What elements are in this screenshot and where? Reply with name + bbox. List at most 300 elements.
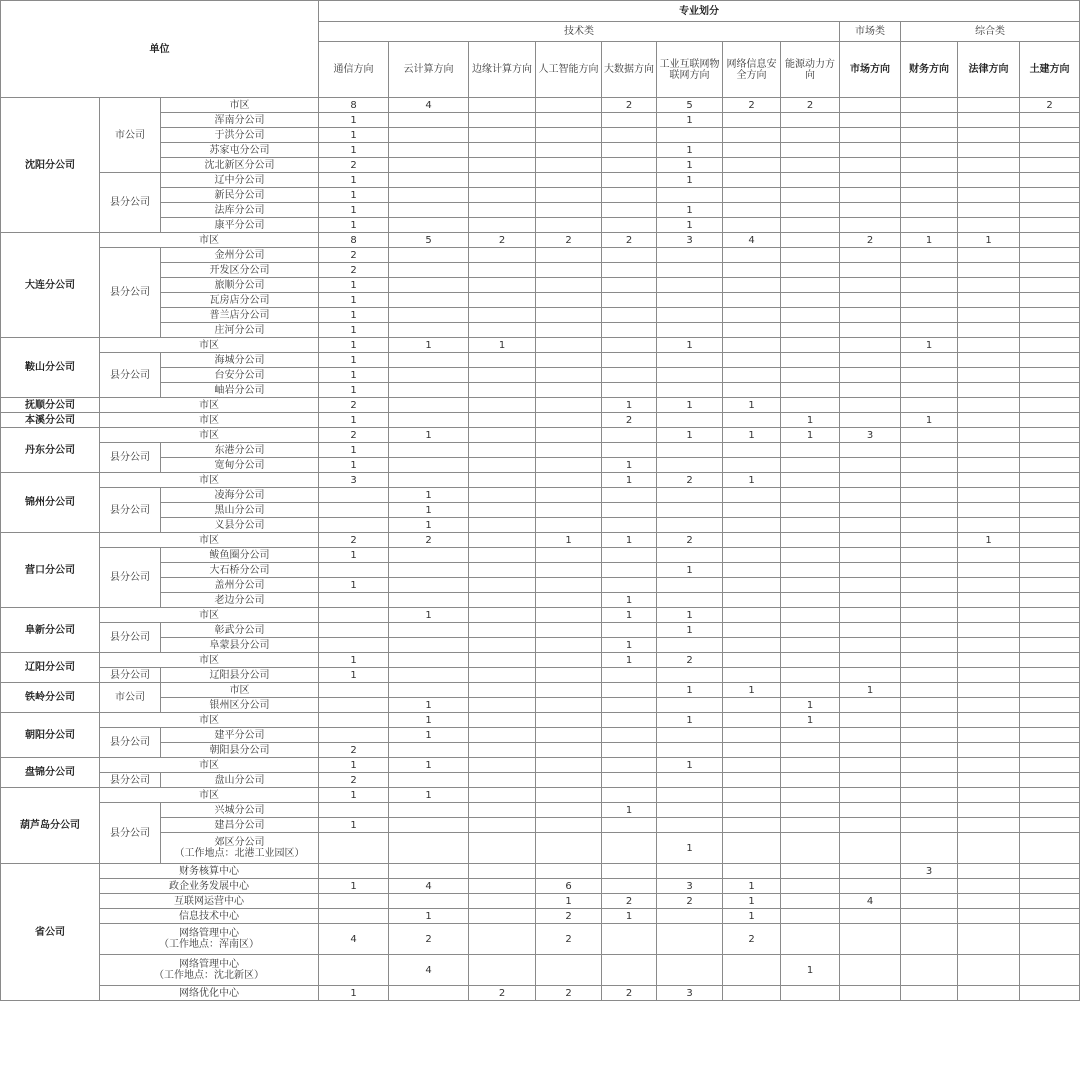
value-cell — [1020, 713, 1080, 728]
value-cell — [469, 894, 536, 909]
value-cell — [469, 788, 536, 803]
value-cell — [723, 218, 781, 233]
value-cell: 1 — [723, 398, 781, 413]
value-cell — [602, 503, 657, 518]
unit-name-cell: 市区 — [100, 758, 319, 773]
org-name-cell: 丹东分公司 — [1, 428, 100, 473]
value-cell — [469, 818, 536, 833]
table-row — [1, 203, 1080, 218]
value-cell — [958, 473, 1020, 488]
value-cell — [1020, 248, 1080, 263]
value-cell — [657, 909, 723, 924]
value-cell: 2 — [389, 533, 469, 548]
value-cell — [602, 743, 657, 758]
value-cell — [901, 473, 958, 488]
column-header: 工业互联网物联网方向 — [657, 42, 723, 98]
value-cell — [389, 638, 469, 653]
value-cell — [389, 864, 469, 879]
table-row — [1, 833, 1080, 864]
unit-name-cell: 大石桥分公司 — [161, 563, 319, 578]
value-cell — [1020, 443, 1080, 458]
value-cell — [602, 668, 657, 683]
table-row — [1, 353, 1080, 368]
value-cell — [1020, 158, 1080, 173]
value-cell: 1 — [723, 879, 781, 894]
value-cell: 1 — [389, 758, 469, 773]
column-header: 人工智能方向 — [536, 42, 602, 98]
value-cell — [1020, 188, 1080, 203]
value-cell: 1 — [319, 173, 389, 188]
value-cell — [536, 458, 602, 473]
value-cell — [840, 623, 901, 638]
value-cell — [781, 323, 840, 338]
value-cell: 2 — [319, 398, 389, 413]
value-cell: 1 — [389, 608, 469, 623]
value-cell — [840, 518, 901, 533]
value-cell: 1 — [723, 683, 781, 698]
value-cell — [723, 758, 781, 773]
org-name-cell: 阜新分公司 — [1, 608, 100, 653]
value-cell: 8 — [319, 233, 389, 248]
value-cell — [723, 293, 781, 308]
value-cell — [781, 353, 840, 368]
value-cell — [1020, 773, 1080, 788]
value-cell — [840, 803, 901, 818]
value-cell — [657, 458, 723, 473]
value-cell — [469, 263, 536, 278]
value-cell — [1020, 698, 1080, 713]
value-cell — [469, 503, 536, 518]
value-cell — [958, 248, 1020, 263]
value-cell — [901, 894, 958, 909]
value-cell: 1 — [389, 698, 469, 713]
value-cell — [723, 773, 781, 788]
value-cell — [657, 728, 723, 743]
value-cell — [723, 788, 781, 803]
value-cell — [958, 428, 1020, 443]
value-cell — [723, 668, 781, 683]
value-cell — [781, 986, 840, 1001]
value-cell — [901, 143, 958, 158]
value-cell — [602, 248, 657, 263]
value-cell: 1 — [657, 833, 723, 864]
value-cell — [958, 488, 1020, 503]
value-cell: 4 — [723, 233, 781, 248]
unit-name-cell: 市区 — [100, 653, 319, 668]
value-cell — [389, 248, 469, 263]
unit-name-cell: 台安分公司 — [161, 368, 319, 383]
value-cell: 1 — [602, 398, 657, 413]
value-cell — [781, 668, 840, 683]
value-cell — [389, 683, 469, 698]
value-cell — [901, 608, 958, 623]
unit-name-cell: 法库分公司 — [161, 203, 319, 218]
value-cell — [840, 743, 901, 758]
value-cell — [469, 173, 536, 188]
value-cell — [901, 743, 958, 758]
value-cell — [657, 263, 723, 278]
table-row — [1, 233, 1080, 248]
value-cell — [840, 458, 901, 473]
value-cell — [840, 833, 901, 864]
value-cell — [389, 743, 469, 758]
value-cell — [901, 955, 958, 986]
value-cell — [723, 713, 781, 728]
value-cell — [781, 293, 840, 308]
value-cell — [389, 773, 469, 788]
value-cell — [840, 353, 901, 368]
value-cell — [781, 488, 840, 503]
value-cell — [389, 293, 469, 308]
value-cell: 1 — [319, 128, 389, 143]
value-cell — [602, 113, 657, 128]
value-cell — [536, 833, 602, 864]
unit-name-cell: 市区 — [100, 428, 319, 443]
value-cell — [1020, 128, 1080, 143]
value-cell: 2 — [536, 233, 602, 248]
table-row — [1, 773, 1080, 788]
value-cell — [958, 683, 1020, 698]
table-row — [1, 293, 1080, 308]
value-cell — [723, 698, 781, 713]
table-row — [1, 638, 1080, 653]
value-cell — [469, 623, 536, 638]
unit-name-cell: 朝阳县分公司 — [161, 743, 319, 758]
value-cell — [958, 278, 1020, 293]
value-cell — [901, 368, 958, 383]
value-cell — [657, 668, 723, 683]
table-row — [1, 158, 1080, 173]
value-cell — [469, 608, 536, 623]
value-cell — [840, 188, 901, 203]
table-row — [1, 608, 1080, 623]
subgroup-cell: 县分公司 — [100, 548, 161, 608]
value-cell — [723, 113, 781, 128]
value-cell: 2 — [536, 986, 602, 1001]
value-cell — [389, 986, 469, 1001]
unit-name-cell: 新民分公司 — [161, 188, 319, 203]
value-cell: 1 — [657, 563, 723, 578]
value-cell — [781, 383, 840, 398]
value-cell — [840, 203, 901, 218]
value-cell — [536, 128, 602, 143]
table-row — [1, 955, 1080, 986]
value-cell — [958, 864, 1020, 879]
value-cell — [319, 503, 389, 518]
value-cell — [657, 638, 723, 653]
value-cell — [657, 488, 723, 503]
value-cell: 2 — [602, 894, 657, 909]
value-cell — [901, 653, 958, 668]
value-cell — [1020, 263, 1080, 278]
table-row — [1, 986, 1080, 1001]
value-cell — [657, 128, 723, 143]
value-cell — [723, 578, 781, 593]
value-cell: 1 — [319, 758, 389, 773]
value-cell — [901, 533, 958, 548]
value-cell — [840, 383, 901, 398]
value-cell: 1 — [958, 233, 1020, 248]
value-cell — [901, 909, 958, 924]
value-cell — [723, 488, 781, 503]
value-cell: 2 — [657, 894, 723, 909]
value-cell — [781, 924, 840, 955]
value-cell — [840, 909, 901, 924]
org-name-cell: 朝阳分公司 — [1, 713, 100, 758]
value-cell: 3 — [901, 864, 958, 879]
value-cell — [657, 293, 723, 308]
value-cell: 2 — [723, 924, 781, 955]
value-cell — [958, 638, 1020, 653]
value-cell — [958, 608, 1020, 623]
value-cell — [536, 443, 602, 458]
value-cell — [1020, 608, 1080, 623]
value-cell — [840, 713, 901, 728]
value-cell — [1020, 924, 1080, 955]
value-cell — [319, 698, 389, 713]
tech-group-header: 技术类 — [319, 22, 840, 42]
value-cell — [1020, 143, 1080, 158]
value-cell — [781, 563, 840, 578]
value-cell: 1 — [319, 143, 389, 158]
value-cell — [657, 593, 723, 608]
value-cell — [602, 428, 657, 443]
value-cell — [602, 218, 657, 233]
value-cell: 1 — [319, 278, 389, 293]
value-cell — [723, 503, 781, 518]
value-cell — [958, 894, 1020, 909]
value-cell — [901, 113, 958, 128]
value-cell — [840, 818, 901, 833]
value-cell: 1 — [319, 113, 389, 128]
value-cell — [536, 473, 602, 488]
value-cell: 1 — [723, 909, 781, 924]
value-cell — [723, 278, 781, 293]
org-name-cell: 大连分公司 — [1, 233, 100, 338]
value-cell — [840, 338, 901, 353]
value-cell: 1 — [602, 653, 657, 668]
value-cell — [840, 503, 901, 518]
value-cell — [1020, 368, 1080, 383]
value-cell — [958, 263, 1020, 278]
value-cell — [1020, 458, 1080, 473]
value-cell — [840, 955, 901, 986]
value-cell — [1020, 278, 1080, 293]
value-cell — [781, 773, 840, 788]
value-cell: 1 — [389, 788, 469, 803]
subgroup-cell: 县分公司 — [100, 173, 161, 233]
value-cell — [840, 638, 901, 653]
value-cell: 3 — [840, 428, 901, 443]
value-cell — [723, 608, 781, 623]
value-cell — [901, 728, 958, 743]
value-cell — [840, 986, 901, 1001]
value-cell — [602, 955, 657, 986]
value-cell: 1 — [319, 368, 389, 383]
value-cell — [1020, 638, 1080, 653]
value-cell — [469, 473, 536, 488]
unit-name-cell: 鲅鱼圈分公司 — [161, 548, 319, 563]
value-cell — [958, 503, 1020, 518]
value-cell — [602, 563, 657, 578]
value-cell — [1020, 909, 1080, 924]
value-cell — [536, 683, 602, 698]
value-cell — [319, 955, 389, 986]
value-cell — [536, 518, 602, 533]
value-cell: 2 — [781, 98, 840, 113]
value-cell — [1020, 383, 1080, 398]
value-cell — [657, 278, 723, 293]
value-cell — [469, 128, 536, 143]
value-cell: 1 — [840, 683, 901, 698]
value-cell — [602, 879, 657, 894]
value-cell: 2 — [319, 158, 389, 173]
value-cell — [958, 743, 1020, 758]
value-cell — [469, 518, 536, 533]
value-cell — [536, 323, 602, 338]
value-cell — [319, 488, 389, 503]
value-cell — [536, 698, 602, 713]
unit-name-cell: 于洪分公司 — [161, 128, 319, 143]
value-cell — [389, 398, 469, 413]
value-cell — [389, 653, 469, 668]
value-cell — [958, 728, 1020, 743]
table-row — [1, 443, 1080, 458]
value-cell: 2 — [1020, 98, 1080, 113]
column-header: 边缘计算方向 — [469, 42, 536, 98]
subgroup-cell: 县分公司 — [100, 488, 161, 533]
value-cell: 3 — [319, 473, 389, 488]
value-cell — [781, 518, 840, 533]
value-cell: 2 — [319, 743, 389, 758]
value-cell — [901, 758, 958, 773]
value-cell — [469, 758, 536, 773]
value-cell — [319, 683, 389, 698]
org-name-cell: 葫芦岛分公司 — [1, 788, 100, 864]
value-cell — [469, 653, 536, 668]
value-cell — [469, 924, 536, 955]
value-cell — [389, 548, 469, 563]
value-cell — [657, 773, 723, 788]
value-cell: 2 — [536, 909, 602, 924]
unit-name-cell: 政企业务发展中心 — [100, 879, 319, 894]
value-cell — [723, 413, 781, 428]
value-cell — [469, 713, 536, 728]
value-cell — [389, 623, 469, 638]
value-cell — [657, 548, 723, 563]
value-cell — [723, 623, 781, 638]
value-cell — [781, 503, 840, 518]
value-cell: 1 — [657, 713, 723, 728]
value-cell — [958, 833, 1020, 864]
value-cell — [781, 578, 840, 593]
value-cell — [781, 248, 840, 263]
value-cell — [469, 803, 536, 818]
value-cell — [781, 653, 840, 668]
table-row — [1, 864, 1080, 879]
value-cell — [901, 323, 958, 338]
value-cell — [657, 924, 723, 955]
value-cell — [602, 143, 657, 158]
value-cell — [958, 668, 1020, 683]
value-cell: 1 — [723, 473, 781, 488]
unit-name-cell: 浑南分公司 — [161, 113, 319, 128]
value-cell — [840, 608, 901, 623]
unit-name-cell: 郊区分公司 （工作地点：北港工业园区） — [161, 833, 319, 864]
value-cell — [958, 563, 1020, 578]
value-cell — [901, 773, 958, 788]
table-row — [1, 218, 1080, 233]
value-cell: 1 — [319, 308, 389, 323]
value-cell — [536, 713, 602, 728]
value-cell — [958, 653, 1020, 668]
value-cell — [469, 668, 536, 683]
value-cell — [958, 173, 1020, 188]
value-cell — [901, 158, 958, 173]
value-cell — [1020, 518, 1080, 533]
value-cell: 1 — [319, 323, 389, 338]
value-cell — [1020, 593, 1080, 608]
unit-name-cell: 沈北新区分公司 — [161, 158, 319, 173]
value-cell — [469, 413, 536, 428]
value-cell — [958, 218, 1020, 233]
value-cell — [901, 518, 958, 533]
value-cell — [319, 608, 389, 623]
value-cell — [840, 668, 901, 683]
value-cell — [469, 683, 536, 698]
table-row — [1, 533, 1080, 548]
value-cell — [389, 818, 469, 833]
value-cell: 1 — [657, 758, 723, 773]
value-cell: 1 — [901, 233, 958, 248]
value-cell — [901, 263, 958, 278]
value-cell — [657, 308, 723, 323]
value-cell — [781, 188, 840, 203]
value-cell — [781, 173, 840, 188]
value-cell — [781, 894, 840, 909]
value-cell — [723, 173, 781, 188]
value-cell — [657, 698, 723, 713]
table-row — [1, 879, 1080, 894]
table-row — [1, 623, 1080, 638]
value-cell — [723, 143, 781, 158]
value-cell — [657, 413, 723, 428]
value-cell — [469, 113, 536, 128]
value-cell — [958, 158, 1020, 173]
value-cell — [389, 443, 469, 458]
value-cell — [469, 188, 536, 203]
value-cell: 1 — [602, 638, 657, 653]
value-cell — [536, 398, 602, 413]
value-cell — [389, 323, 469, 338]
subgroup-cell: 市公司 — [100, 98, 161, 173]
value-cell — [602, 623, 657, 638]
value-cell: 1 — [781, 428, 840, 443]
unit-name-cell: 瓦房店分公司 — [161, 293, 319, 308]
value-cell — [781, 909, 840, 924]
column-header: 市场方向 — [840, 42, 901, 98]
value-cell — [840, 698, 901, 713]
table-row — [1, 278, 1080, 293]
value-cell — [958, 143, 1020, 158]
value-cell: 2 — [319, 773, 389, 788]
value-cell — [536, 413, 602, 428]
value-cell — [781, 338, 840, 353]
value-cell — [469, 698, 536, 713]
value-cell — [389, 353, 469, 368]
subgroup-cell: 县分公司 — [100, 623, 161, 653]
value-cell: 4 — [389, 955, 469, 986]
